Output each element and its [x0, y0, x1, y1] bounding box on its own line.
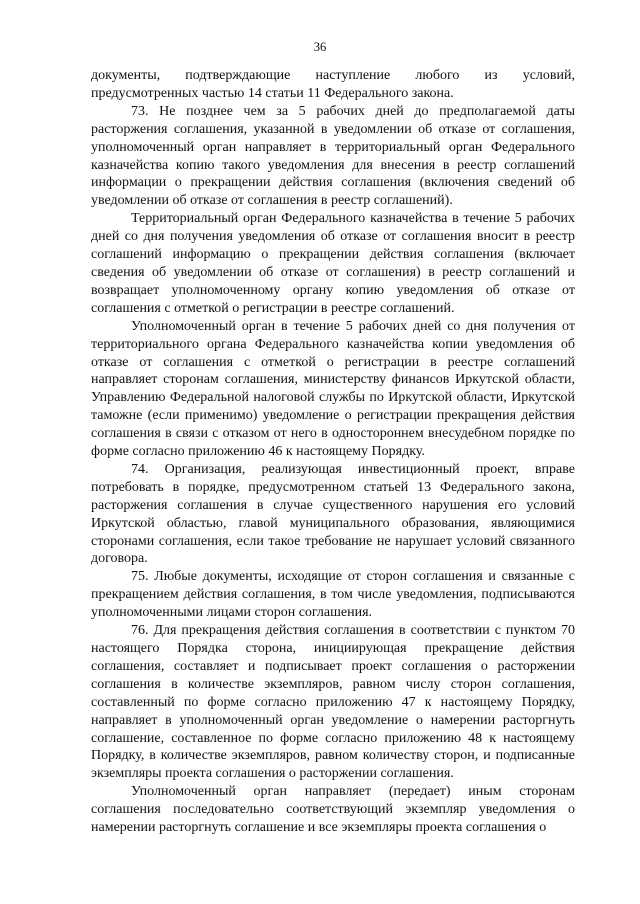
- paragraph-treasury-registration: Территориальный орган Федерального казначейства в течение 5 рабочих дней со дня получения уведомления об отказе от соглашения вносит в реестр соглашений информацию о прекращении действия соглашения (включает сведения об уведомлении об отказе от соглашения) в реестр соглашений и возвращает уполномоченному органу копию уведомления об отказе от соглашения с отметкой о регистрации в реестре соглашений.: [91, 211, 575, 316]
- paragraph-75: 75. Любые документы, исходящие от сторон соглашения и связанные с прекращением действия соглашения, в том числе уведомления, подписываются уполномоченными лицами сторон соглашения.: [91, 569, 575, 621]
- paragraph-74: 74. Организация, реализующая инвестиционный проект, вправе потребовать в порядке, предусмотренном статьей 13 Федерального закона, расторжения соглашения в случае существенного нарушения его условий Иркутской областью, главой муниципального образования, являющимися сторонами соглашения, если такое требование не нарушает условий связанного договора.: [91, 461, 575, 567]
- paragraph-authorized-body-transmits: Уполномоченный орган направляет (передает) иным сторонам соглашения последовательно соответствующий экземпляр уведомления о намерении расторгнуть соглашение и все экземпляры проекта соглашения о: [91, 784, 575, 836]
- document-body: [91, 67, 575, 837]
- paragraph-continuation: документы, подтверждающие наступление любого из условий, предусмотренных частью 14 статьи 11 Федерального закона.: [91, 68, 575, 101]
- paragraph-76: 76. Для прекращения действия соглашения в соответствии с пунктом 70 настоящего Порядка сторона, инициирующая прекращение действия соглашения, составляет и подписывает проект соглашения о расторжении соглашения в количестве экземпляров, равном числу сторон соглашения, составленный по форме согласно приложению 47 к настоящему Порядку, направляет в уполномоченный орган уведомление о намерении расторгнуть соглашение, составленное по форме согласно приложению 48 к настоящему Порядку, в количестве экземпляров, равном количеству сторон, и подписанные экземпляры проекта соглашения о расторжении соглашения.: [91, 623, 575, 782]
- paragraph-notification-of-parties: Уполномоченный орган в течение 5 рабочих дней со дня получения от территориального органа Федерального казначейства копии уведомления об отказе от соглашения с отметкой о регистрации в реестре соглашений направляет сторонам соглашения, министерству финансов Иркутской области, Управлению Федеральной налоговой службы по Иркутской области, Иркутской таможне (если применимо) уведомление о регистрации прекращения действия соглашения в связи с отказом от него в одностороннем внесудебном порядке по форме согласно приложению 46 к настоящему Порядку.: [91, 318, 575, 460]
- page-number: 36: [313, 40, 327, 54]
- paragraph-73: 73. Не позднее чем за 5 рабочих дней до предполагаемой даты расторжения соглашения, указанной в уведомлении об отказе от соглашения, уполномоченный орган направляет в территориальный орган Федерального казначейства копию такого уведомления для внесения в реестр соглашений информации о прекращении действия соглашения (включения сведений об уведомлении об отказе от соглашения в реестр соглашений).: [91, 103, 575, 209]
